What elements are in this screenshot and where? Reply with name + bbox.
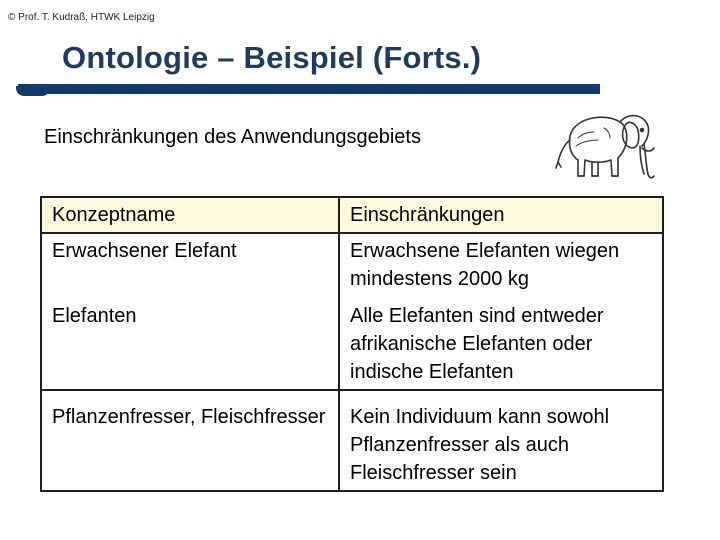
elephant-icon bbox=[548, 102, 660, 188]
concept-cell: Elefanten bbox=[41, 296, 339, 390]
constraint-cell: Kein Individuum kann sowohl Pflanzenfresser als auch Fleischfresser sein bbox=[339, 390, 663, 491]
table-row bbox=[41, 296, 663, 390]
table-row bbox=[41, 390, 663, 491]
constraints-table bbox=[40, 196, 664, 492]
copyright-notice: © Prof. T. Kudraß, HTWK Leipzig bbox=[8, 12, 155, 23]
header-concept-name: Konzeptname bbox=[41, 197, 339, 233]
section-subtitle: Einschränkungen des Anwendungsgebiets bbox=[44, 126, 421, 148]
constraint-cell: Alle Elefanten sind entweder afrikanische Elefanten oder indische Elefanten bbox=[339, 296, 663, 390]
concept-cell: Pflanzenfresser, Fleischfresser bbox=[41, 390, 339, 491]
concept-cell: Erwachsener Elefant bbox=[41, 233, 339, 296]
table-row bbox=[41, 233, 663, 296]
title-underline-bar bbox=[18, 84, 600, 94]
slide-title: Ontologie – Beispiel (Forts.) bbox=[62, 40, 482, 75]
constraint-cell: Erwachsene Elefanten wiegen mindestens 2000 kg bbox=[339, 233, 663, 296]
title-underline-cap bbox=[16, 86, 50, 96]
table-header-row bbox=[41, 197, 663, 233]
header-constraints: Einschränkungen bbox=[339, 197, 663, 233]
